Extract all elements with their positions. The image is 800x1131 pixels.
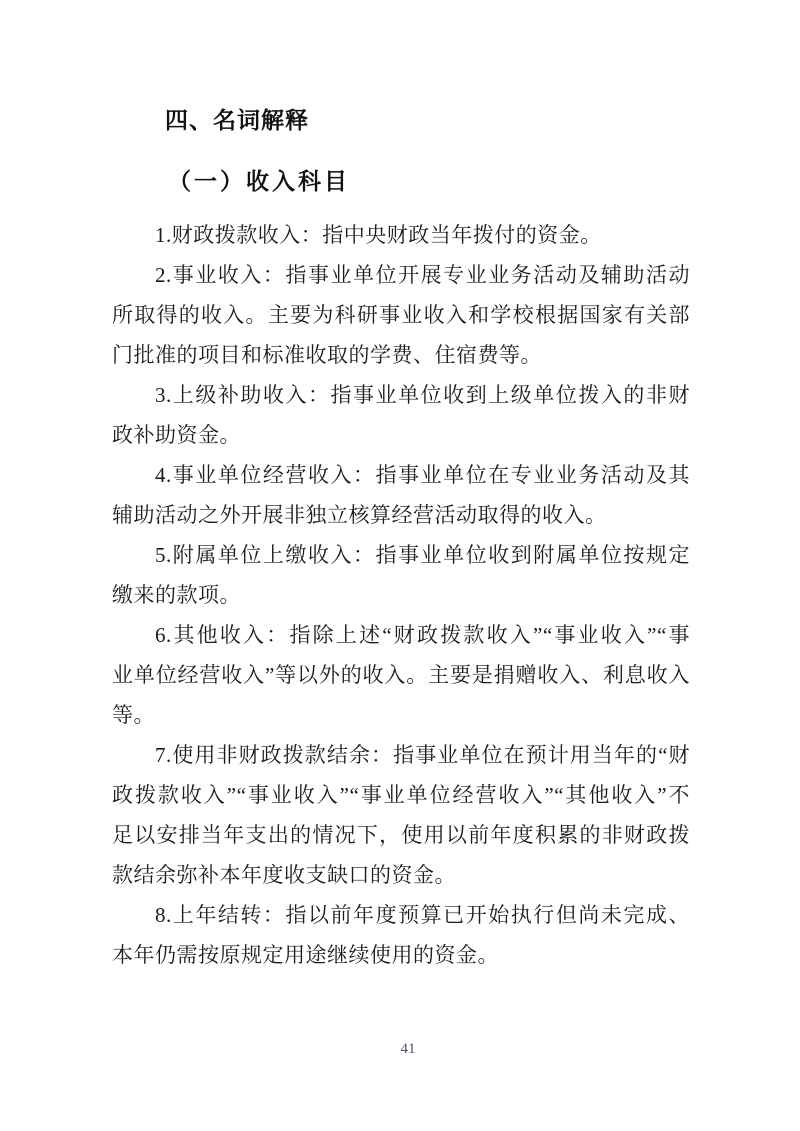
text-line: 门批准的项目和标准收取的学费、住宿费等。 (112, 343, 542, 367)
text-line: 1.财政拨款收入：指中央财政当年拨付的资金。 (155, 223, 602, 247)
definition-paragraph (112, 255, 690, 375)
page-number: 41 (400, 1041, 416, 1057)
definition-list (112, 215, 690, 975)
section-heading: 四、名词解释 (165, 107, 309, 133)
subsection-heading: （一）收入科目 (168, 169, 350, 194)
page-content (112, 0, 690, 975)
text-line: 6.其他收入：指除上述“财政拨款收入”“事业收入”“事 (155, 623, 690, 647)
text-line: 8.上年结转：指以前年度预算已开始执行但尚未完成、 (155, 903, 690, 927)
text-line: 2.事业收入：指事业单位开展专业业务活动及辅助活动 (155, 263, 690, 287)
text-line: 辅助活动之外开展非独立核算经营活动取得的收入。 (112, 503, 607, 527)
definition-paragraph (112, 375, 690, 455)
text-line: 5.附属单位上缴收入：指事业单位收到附属单位按规定 (155, 543, 690, 567)
text-line: 足以安排当年支出的情况下，使用以前年度积累的非财政拨 (112, 823, 690, 847)
text-line: 款结余弥补本年度收支缺口的资金。 (112, 863, 456, 887)
text-line: 业单位经营收入”等以外的收入。主要是捐赠收入、利息收入 (112, 663, 690, 687)
text-line: 本年仍需按原规定用途继续使用的资金。 (112, 943, 499, 967)
text-line: 7.使用非财政拨款结余：指事业单位在预计用当年的“财 (155, 743, 690, 767)
text-line: 政补助资金。 (112, 423, 241, 447)
text-line: 所取得的收入。主要为科研事业收入和学校根据国家有关部 (112, 303, 690, 327)
text-line: 缴来的款项。 (112, 583, 241, 607)
definition-paragraph (112, 215, 690, 255)
text-line: 4.事业单位经营收入：指事业单位在专业业务活动及其 (155, 463, 690, 487)
definition-paragraph (112, 455, 690, 535)
definition-paragraph (112, 895, 690, 975)
text-line: 等。 (112, 703, 155, 727)
definition-paragraph (112, 735, 690, 895)
definition-paragraph (112, 615, 690, 735)
text-line: 3.上级补助收入：指事业单位收到上级单位拨入的非财 (155, 383, 690, 407)
text-line: 政拨款收入”“事业收入”“事业单位经营收入”“其他收入”不 (112, 783, 690, 807)
definition-paragraph (112, 535, 690, 615)
